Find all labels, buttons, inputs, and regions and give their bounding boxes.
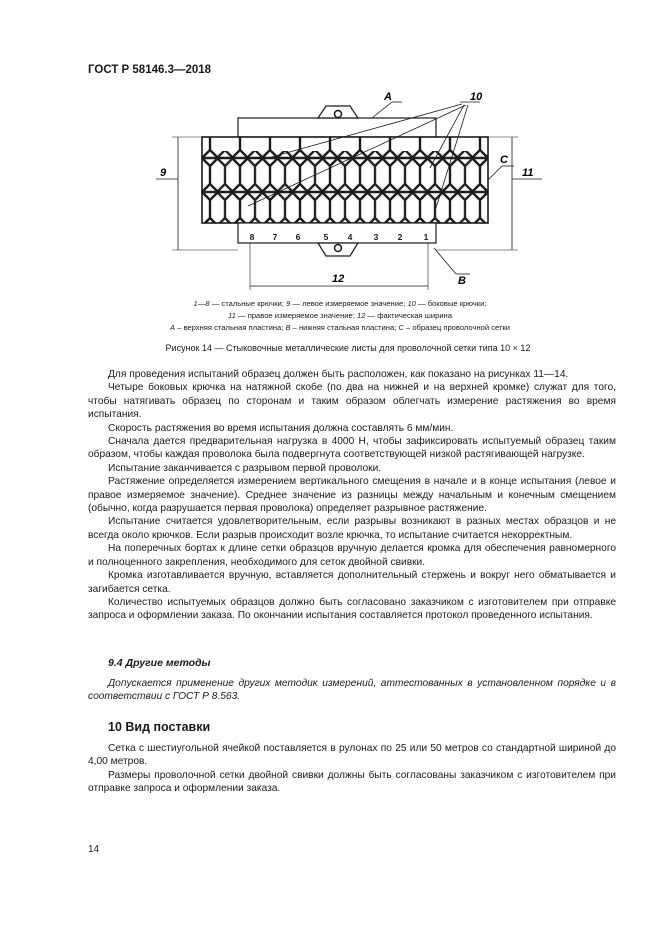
section-9-4-title: 9.4 Другие методы	[108, 657, 211, 669]
dimension-9-label: 9	[160, 167, 167, 179]
standard-header: ГОСТ Р 58146.3—2018	[88, 64, 212, 76]
paragraph: Допускается применение других методик измерений, аттестованных в установленном порядке и в соответствии с ГОСТ Р 8.563.	[88, 678, 616, 703]
paragraph: Количество испытуемых образцов должно быть согласовано заказчиком с изготовителем при отправке запроса и оформлении заказа. По окончании испытания составляется протокол проведенного испытания.	[88, 596, 616, 622]
bottom-plate	[238, 223, 436, 243]
figure-14-diagram	[150, 90, 550, 305]
top-plate	[238, 118, 436, 137]
section-10-title: 10 Вид поставки	[108, 720, 211, 734]
paragraph: Сетка с шестиугольной ячейкой поставляется в рулонах по 25 или 50 метров со стандартной шириной до 4,00 метров.	[88, 743, 616, 768]
paragraph: Четыре боковых крючка на натяжной скобе (по два на нижней и на верхней кромке) служат для того, чтобы натягивать образец по сторонам и таким образом облегчать измерение растяжения во время испытания.	[88, 382, 616, 421]
label-a: A	[384, 91, 392, 103]
hook-number: 8	[249, 232, 255, 242]
paragraph: Для проведения испытаний образец должен быть расположен, как показано на рисунках 11—14.	[108, 369, 569, 380]
label-b: B	[458, 275, 466, 287]
hook-number: 7	[272, 232, 278, 242]
label-10: 10	[470, 91, 483, 103]
dimension-12-label: 12	[332, 273, 345, 285]
legend-line-1: 1—8 — стальные крючки; 9 — левое измеряемое значение; 10 — боковые крючки;	[193, 299, 487, 308]
hook-number: 6	[295, 232, 301, 242]
paragraph: Кромка изготавливается вручную, вставляется дополнительный стержень и вокруг него обматывается и загибается сетка.	[88, 570, 616, 595]
section-10-text	[88, 742, 616, 796]
dimension-11-label: 11	[522, 167, 534, 179]
paragraph: Растяжение определяется измерением вертикального смещения в начале и в конце испытания (левое и правое измеряемое значение). Среднее значение из разницы между начальным и конечным смещением (обычно, когда разрушается первая проволока) определяет разрывное растяжение.	[88, 476, 616, 515]
figure-caption: Рисунок 14 — Стыковочные металлические листы для проволочной сетки типа 10 × 12	[165, 343, 531, 353]
hook-number: 5	[323, 232, 329, 242]
label-c: C	[500, 154, 508, 166]
hook-number: 4	[347, 232, 353, 242]
paragraph: Испытание считается удовлетворительным, если разрывы возникают в разных местах образцов и не всегда около крючков. Если разрыв происходит возле крючка, то испытание считается некорректным.	[88, 516, 616, 541]
paragraph: На поперечных бортах к длине сетки образцов вручную делается кромка для обеспечения равномерного и полноценного закрепления, необходимого для сеток двойной свивки.	[88, 543, 616, 568]
paragraph: Скорость растяжения во время испытания должна составлять 6 мм/мин.	[108, 422, 454, 434]
hook-number: 3	[373, 232, 379, 242]
paragraph: Сначала дается предварительная нагрузка в 4000 Н, чтобы зафиксировать испытуемый образец таким образом, чтобы каждая проволока была подвергнута соответствующей низкой растягивающей нагрузке.	[88, 436, 616, 461]
hook-number: 1	[423, 232, 429, 242]
body-text	[88, 368, 616, 623]
section-9-4-text	[88, 677, 616, 704]
paragraph: Размеры проволочной сетки двойной свивки должны быть согласованы заказчиком с изготовителем при отправке запроса и оформлении заказа.	[88, 769, 616, 795]
legend-line-2: 11 — правое измеряемое значение; 12 — фактическая ширина	[228, 311, 452, 320]
page-number: 14	[88, 844, 100, 855]
paragraph: Испытание заканчивается с разрывом первой проволоки.	[108, 462, 382, 474]
legend-line-3: A – верхняя стальная пластина; B – нижняя стальная пластина; C – образец проволочной сетки	[169, 323, 511, 332]
hook-number: 2	[397, 232, 403, 242]
